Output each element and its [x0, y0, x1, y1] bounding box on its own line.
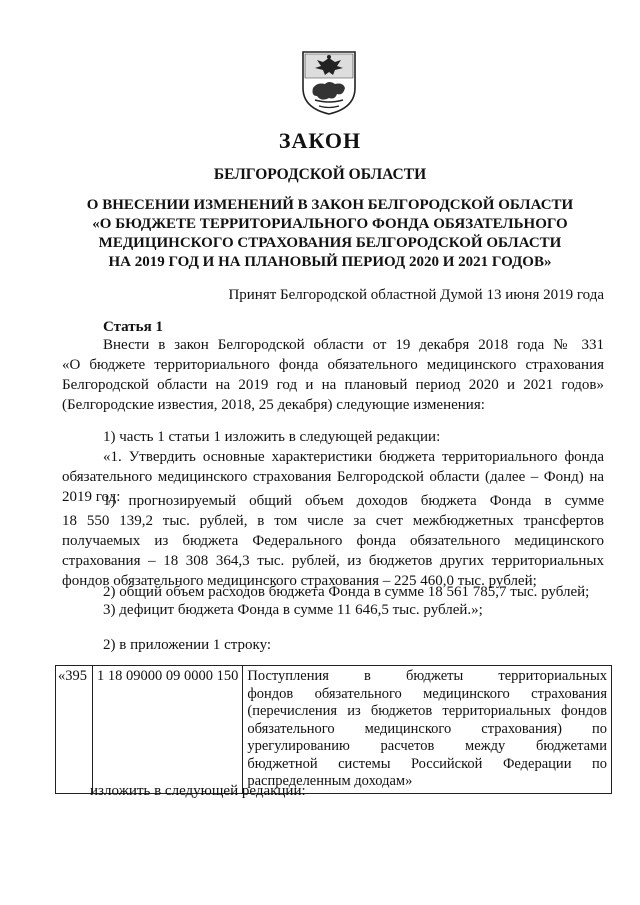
subitem-1	[62, 491, 604, 591]
text-line: Внести в закон Белгородской области от 19 декабря 2018 года № 331	[103, 337, 604, 353]
item-2-title: 2) в приложении 1 строку:	[103, 637, 272, 653]
text-line: фондов обязательного медицинского страхования	[247, 685, 607, 702]
text-line: (перечисления из бюджетов территориальных фондов	[247, 703, 607, 719]
law-name	[60, 196, 600, 272]
text-line: «1. Утвердить основные характеристики бюджета территориального фонда	[103, 449, 604, 465]
after-table-text: изложить в следующей редакции:	[90, 783, 306, 799]
law-name-line: НА 2019 ГОД И НА ПЛАНОВЫЙ ПЕРИОД 2020 И 2021 ГОДОВ»	[108, 254, 552, 270]
text-line: 18 550 139,2 тыс. рублей, в том числе за счет межбюджетных трансфертов	[62, 513, 604, 529]
text-line: бюджетной системы Российской Федерации по	[247, 755, 607, 772]
appendix-table	[55, 665, 612, 794]
subitem-2: 2) общий объем расходов бюджета Фонда в сумме 18 561 785,7 тыс. рублей;	[103, 584, 590, 600]
text-line: 2019 год:	[62, 489, 121, 505]
text-line: страхования – 18 308 364,3 тыс. рублей, из бюджетов других территориальных	[62, 553, 604, 569]
region-title: БЕЛГОРОДСКОЙ ОБЛАСТИ	[213, 166, 427, 183]
text-line: 1) прогнозируемый общий объем доходов бюджета Фонда в сумме	[103, 493, 604, 509]
article-title: Статья 1	[103, 319, 163, 335]
law-name-line: МЕДИЦИНСКОГО СТРАХОВАНИЯ БЕЛГОРОДСКОЙ ОБЛАСТИ	[98, 235, 562, 251]
text-line: обязательного медицинского страхования Белгородской области (далее – Фонд) на	[62, 469, 604, 485]
law-name-line: О ВНЕСЕНИИ ИЗМЕНЕНИЙ В ЗАКОН БЕЛГОРОДСКОЙ ОБЛАСТИ	[86, 197, 574, 213]
document-title: ЗАКОН	[278, 128, 362, 153]
adoption-note: Принят Белгородской областной Думой 13 июня 2019 года	[228, 287, 604, 303]
text-line: получаемых из бюджета Федерального фонда обязательного медицинского	[62, 533, 604, 549]
table-row	[56, 666, 612, 794]
text-line: урегулированию расчетов между бюджетами	[247, 738, 607, 754]
coat-of-arms-emblem	[299, 48, 359, 116]
text-line: Поступления в бюджеты территориальных	[247, 668, 607, 684]
subitem-3: 3) дефицит бюджета Фонда в сумме 11 646,5 тыс. рублей.»;	[103, 602, 483, 618]
article-intro	[62, 335, 604, 415]
text-line: (Белгородские известия, 2018, 25 декабря) следующие изменения:	[62, 397, 485, 413]
text-line: обязательного медицинского страхования) по	[247, 720, 607, 737]
text-line: распределенным доходам»	[247, 773, 413, 789]
item-1-title: 1) часть 1 статьи 1 изложить в следующей редакции:	[103, 429, 441, 445]
table-cell-number: «395	[56, 666, 93, 794]
text-line: «О бюджете территориального фонда обязательного медицинского страхования	[62, 357, 604, 373]
table-cell-code: 1 18 09000 09 0000 150	[93, 666, 243, 794]
text-line: фондов обязательного медицинского страхования – 225 460,0 тыс. рублей;	[62, 573, 537, 589]
law-name-line: «О БЮДЖЕТЕ ТЕРРИТОРИАЛЬНОГО ФОНДА ОБЯЗАТЕЛЬНОГО	[92, 216, 568, 232]
table-cell-description	[243, 666, 612, 794]
text-line: Белгородской области на 2019 год и на плановый период 2020 и 2021 годов»	[62, 377, 604, 393]
